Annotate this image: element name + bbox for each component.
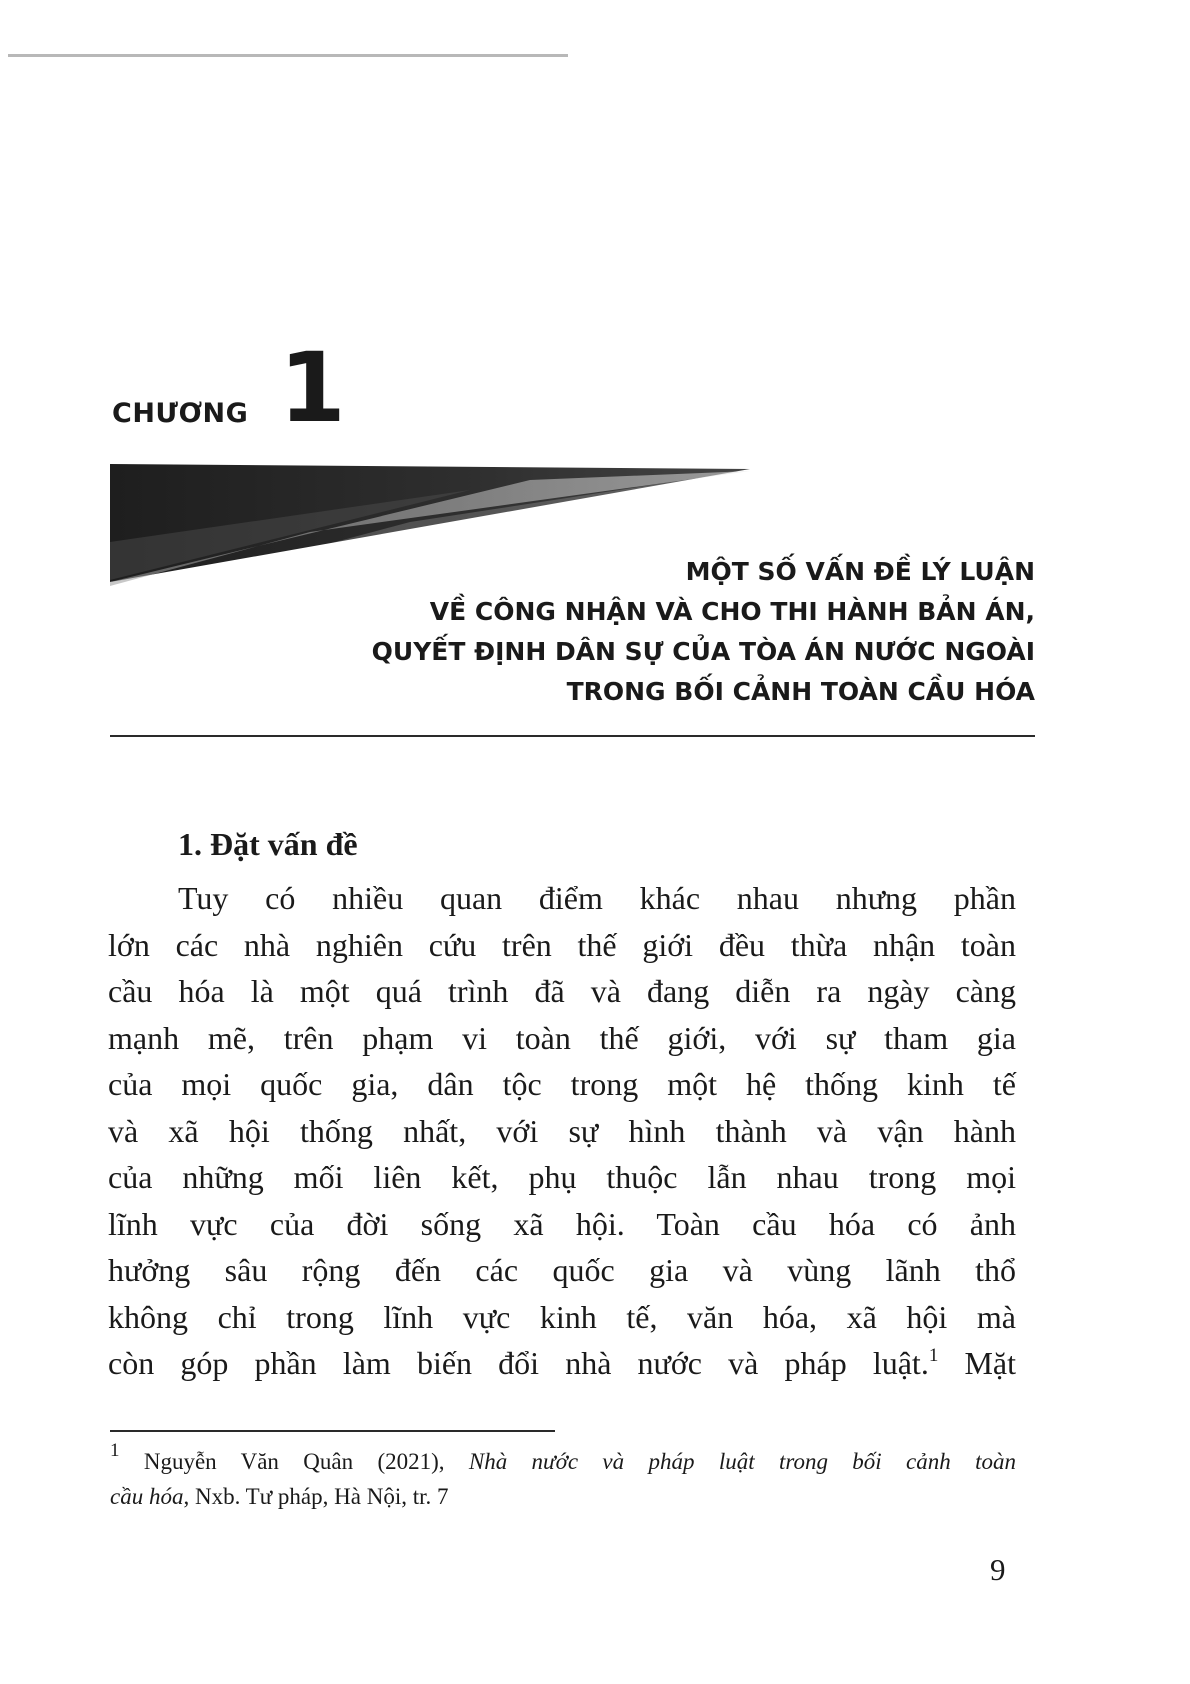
title-divider (110, 735, 1035, 737)
body-line: lĩnh vực của đời sống xã hội. Toàn cầu hóa có ảnh (108, 1205, 1016, 1242)
footnote-reference[interactable]: 1 (928, 1345, 939, 1366)
body-line: mạnh mẽ, trên phạm vi toàn thế giới, với sự tham gia (108, 1019, 1016, 1056)
body-line-text: Mặt (938, 1345, 1017, 1381)
body-line: cầu hóa là một quá trình đã và đang diễn ra ngày càng (108, 973, 1016, 1009)
body-paragraph (108, 875, 1016, 1387)
body-line: không chỉ trong lĩnh vực kinh tế, văn hóa, xã hội mà (108, 1298, 1016, 1335)
chapter-title-line: VỀ CÔNG NHẬN VÀ CHO THI HÀNH BẢN ÁN, (429, 597, 1035, 626)
chapter-title-line: MỘT SỐ VẤN ĐỀ LÝ LUẬN (685, 557, 1035, 586)
body-line: Tuy có nhiều quan điểm khác nhau nhưng phần (178, 880, 1016, 916)
body-line: của những mối liên kết, phụ thuộc lẫn nhau trong mọi (108, 1159, 1016, 1195)
body-line: hưởng sâu rộng đến các quốc gia và vùng lãnh thổ (108, 1252, 1016, 1288)
body-line: của mọi quốc gia, dân tộc trong một hệ thống kinh tế (108, 1066, 1016, 1102)
footnote-book-title: cầu hóa (110, 1484, 184, 1509)
page-number: 9 (990, 1552, 1006, 1587)
footnote-author: Nguyễn Văn Quân (2021), (119, 1449, 469, 1474)
chapter-label: CHƯƠNG (112, 398, 249, 429)
body-line-last (108, 1340, 1016, 1387)
footnote-line (110, 1479, 1016, 1514)
footnote-publisher: , Nxb. Tư pháp, Hà Nội, tr. 7 (183, 1484, 449, 1509)
body-line: và xã hội thống nhất, với sự hình thành và vận hành (108, 1112, 1016, 1149)
footnote-book-title: Nhà nước và pháp luật trong bối cảnh toàn (468, 1449, 1016, 1474)
footnote-line (110, 1440, 1016, 1479)
body-line-text: còn góp phần làm biến đổi nhà nước và pháp luật. (108, 1345, 929, 1381)
chapter-title-line: QUYẾT ĐỊNH DÂN SỰ CỦA TÒA ÁN NƯỚC NGOÀI (371, 637, 1035, 666)
chapter-title (372, 552, 1035, 712)
body-line: lớn các nhà nghiên cứu trên thế giới đều thừa nhận toàn (108, 926, 1016, 963)
footnote-marker: 1 (110, 1440, 120, 1461)
footnote (110, 1440, 1016, 1514)
top-edge-rule (8, 54, 568, 57)
chapter-title-line: TRONG BỐI CẢNH TOÀN CẦU HÓA (566, 677, 1035, 706)
section-heading: 1. Đặt vấn đề (178, 826, 358, 862)
footnote-divider (110, 1430, 555, 1432)
chapter-number: 1 (279, 332, 346, 444)
